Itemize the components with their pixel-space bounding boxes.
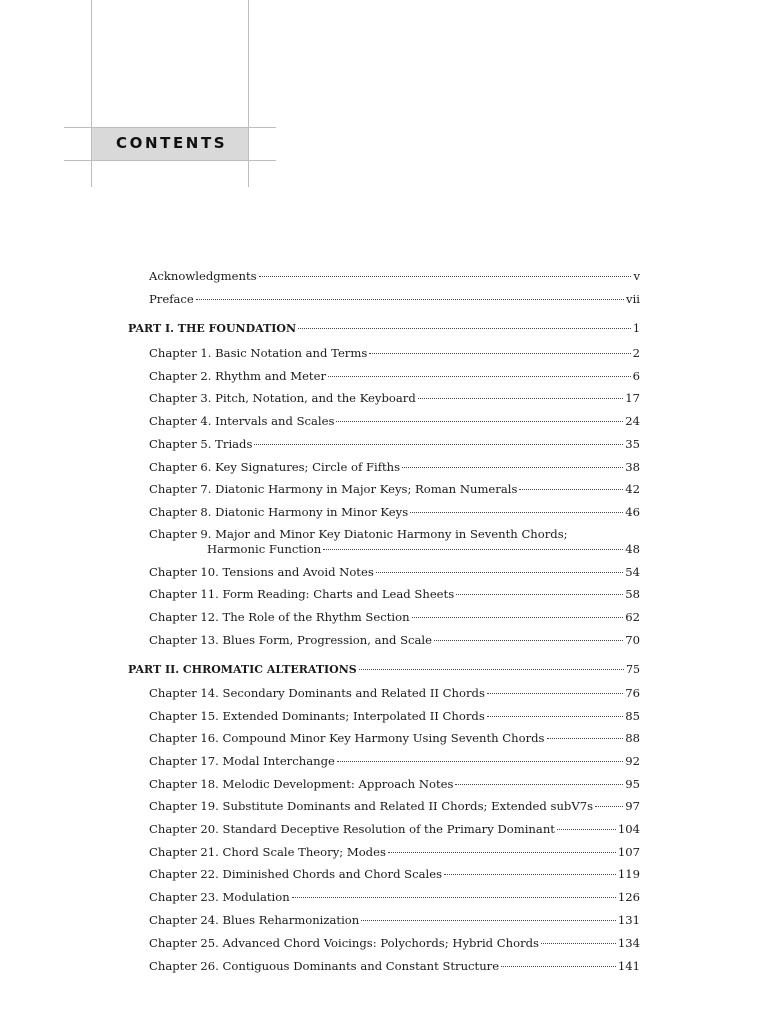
toc-entry-label: Chapter 5. Triads [149, 437, 253, 451]
frame-horizontal-line-bottom [64, 160, 276, 161]
toc-part-1[interactable] [128, 322, 640, 336]
toc-entry-chapter-10[interactable] [149, 565, 640, 579]
toc-entry-chapter-9[interactable] [207, 542, 640, 556]
toc-entry-page: 97 [625, 799, 640, 813]
toc-entry-chapter-21[interactable] [149, 845, 640, 859]
toc-entry-page: 92 [625, 754, 640, 768]
toc-entry-label: Chapter 13. Blues Form, Progression, and Scale [149, 633, 433, 647]
toc-entry-label: Chapter 10. Tensions and Avoid Notes [149, 565, 374, 579]
toc-entry-acknowledgments[interactable] [149, 269, 640, 283]
toc-entry-label: Chapter 24. Blues Reharmonization [149, 913, 360, 927]
toc-entry-page: 35 [625, 437, 640, 451]
toc-entry-page: 62 [625, 610, 640, 624]
toc-entry-page: 58 [625, 587, 640, 601]
toc-entry-label: Chapter 17. Modal Interchange [149, 754, 335, 768]
toc-entry-label: Chapter 1. Basic Notation and Terms [149, 346, 368, 360]
dot-leader [359, 668, 624, 670]
dot-leader [595, 805, 623, 807]
dot-leader [361, 919, 616, 921]
dot-leader [557, 828, 616, 830]
toc-entry-label: Chapter 23. Modulation [149, 890, 290, 904]
toc-entry-label: Chapter 26. Contiguous Dominants and Constant Structure [149, 959, 500, 973]
toc-entry-label: Chapter 25. Advanced Chord Voicings: Polychords; Hybrid Chords [149, 936, 540, 950]
toc-entry-page: 42 [625, 482, 640, 496]
toc-entry-chapter-7[interactable] [149, 482, 640, 496]
dot-leader [376, 571, 623, 573]
toc-entry-label: Chapter 11. Form Reading: Charts and Lead Sheets [149, 587, 455, 601]
toc-entry-page: 54 [625, 565, 640, 579]
toc-entry-page: 141 [617, 959, 640, 973]
dot-leader [501, 965, 616, 967]
dot-leader [487, 715, 623, 717]
toc-entry-label: Chapter 14. Secondary Dominants and Related II Chords [149, 686, 485, 700]
toc-entry-chapter-1[interactable] [149, 346, 640, 360]
toc-entry-chapter-8[interactable] [149, 505, 640, 519]
dot-leader [336, 420, 623, 422]
toc-entry-label: Chapter 19. Substitute Dominants and Related II Chords; Extended subV7s [149, 799, 594, 813]
page-title: CONTENTS [116, 134, 228, 152]
dot-leader [388, 851, 616, 853]
toc-entry-chapter-24[interactable] [149, 913, 640, 927]
dot-leader [455, 783, 623, 785]
toc-entry-label: Acknowledgments [149, 269, 257, 283]
toc-entry-page: 17 [625, 391, 640, 405]
toc-entry-label: Harmonic Function [207, 542, 322, 556]
dot-leader [323, 548, 623, 550]
dot-leader [547, 737, 624, 739]
toc-part-page: 1 [633, 322, 640, 335]
toc-part-page: 75 [626, 663, 640, 676]
toc-entry-page: 76 [625, 686, 640, 700]
toc-entry-page: 38 [625, 460, 640, 474]
toc-entry-chapter-15[interactable] [149, 709, 640, 723]
toc-entry-chapter-3[interactable] [149, 391, 640, 405]
toc-entry-label: Chapter 7. Diatonic Harmony in Major Keys; Roman Numerals [149, 482, 518, 496]
dot-leader [456, 593, 623, 595]
toc-entry-chapter-14[interactable] [149, 686, 640, 700]
toc-entry-page: 70 [625, 633, 640, 647]
toc-entry-label: Chapter 18. Melodic Development: Approach Notes [149, 777, 454, 791]
toc-entry-chapter-23[interactable] [149, 890, 640, 904]
toc-entry-chapter-4[interactable] [149, 414, 640, 428]
toc-entry-page: 119 [617, 867, 640, 881]
toc-entry-chapter-22[interactable] [149, 867, 640, 881]
toc-entry-chapter-2[interactable] [149, 369, 640, 383]
toc-entry-page: 126 [617, 890, 640, 904]
dot-leader [402, 466, 623, 468]
toc-entry-chapter-11[interactable] [149, 587, 640, 601]
toc-entry-chapter-25[interactable] [149, 936, 640, 950]
toc-entry-label: Chapter 20. Standard Deceptive Resolution of the Primary Dominant [149, 822, 555, 836]
toc-entry-chapter-6[interactable] [149, 460, 640, 474]
toc-part-label: PART I. THE FOUNDATION [128, 322, 297, 335]
toc-entry-page: 24 [625, 414, 640, 428]
toc-entry-chapter-19[interactable] [149, 799, 640, 813]
toc-entry-label: Chapter 22. Diminished Chords and Chord Scales [149, 867, 443, 881]
toc-entry-chapter-16[interactable] [149, 731, 640, 745]
dot-leader [196, 298, 624, 300]
toc-entry-chapter-26[interactable] [149, 959, 640, 973]
dot-leader [487, 692, 623, 694]
toc-entry-chapter-17[interactable] [149, 754, 640, 768]
dot-leader [444, 873, 616, 875]
toc-entry-label: Chapter 15. Extended Dominants; Interpolated II Chords [149, 709, 485, 723]
toc-entry-label: Chapter 6. Key Signatures; Circle of Fifths [149, 460, 401, 474]
toc-entry-page: vii [626, 292, 640, 306]
dot-leader [541, 942, 616, 944]
toc-entry-page: 131 [617, 913, 640, 927]
toc-entry-page: 107 [617, 845, 640, 859]
dot-leader [328, 375, 631, 377]
dot-leader [412, 616, 624, 618]
toc-entry-label: Chapter 8. Diatonic Harmony in Minor Keys [149, 505, 409, 519]
toc-entry-page: 134 [617, 936, 640, 950]
dot-leader [292, 896, 616, 898]
dot-leader [254, 443, 623, 445]
dot-leader [369, 352, 630, 354]
toc-entry-page: 2 [632, 346, 640, 360]
toc-entry-page: 104 [617, 822, 640, 836]
toc-entry-page: v [633, 269, 640, 283]
toc-entry-label: Chapter 12. The Role of the Rhythm Section [149, 610, 410, 624]
toc-entry-page: 88 [625, 731, 640, 745]
toc-entry-chapter-9-line1[interactable]: Chapter 9. Major and Minor Key Diatonic Harmony in Seventh Chords; [149, 527, 568, 541]
toc-entry-chapter-18[interactable] [149, 777, 640, 791]
dot-leader [519, 488, 623, 490]
toc-entry-chapter-13[interactable] [149, 633, 640, 647]
toc-entry-page: 95 [625, 777, 640, 791]
toc-entry-chapter-20[interactable] [149, 822, 640, 836]
toc-entry-label: Chapter 16. Compound Minor Key Harmony Using Seventh Chords [149, 731, 545, 745]
toc-entry-label: Chapter 3. Pitch, Notation, and the Keyboard [149, 391, 416, 405]
toc-entry-label: Chapter 2. Rhythm and Meter [149, 369, 326, 383]
dot-leader [410, 511, 623, 513]
toc-entry-page: 6 [632, 369, 640, 383]
dot-leader [434, 639, 623, 641]
toc-entry-page: 85 [625, 709, 640, 723]
toc-entry-chapter-12[interactable] [149, 610, 640, 624]
toc-entry-label: Chapter 4. Intervals and Scales [149, 414, 335, 428]
toc-part-label: PART II. CHROMATIC ALTERATIONS [128, 663, 357, 676]
toc-entry-page: 46 [625, 505, 640, 519]
toc-entry-label: Preface [149, 292, 194, 306]
toc-entry-label: Chapter 21. Chord Scale Theory; Modes [149, 845, 386, 859]
dot-leader [298, 327, 631, 329]
toc-entry-preface[interactable] [149, 292, 640, 306]
dot-leader [259, 275, 632, 277]
toc-entry-page: 48 [625, 542, 640, 556]
dot-leader [418, 397, 623, 399]
toc-part-2[interactable] [128, 663, 640, 677]
dot-leader [337, 760, 623, 762]
toc-entry-chapter-5[interactable] [149, 437, 640, 451]
frame-vertical-line-right [248, 0, 249, 187]
